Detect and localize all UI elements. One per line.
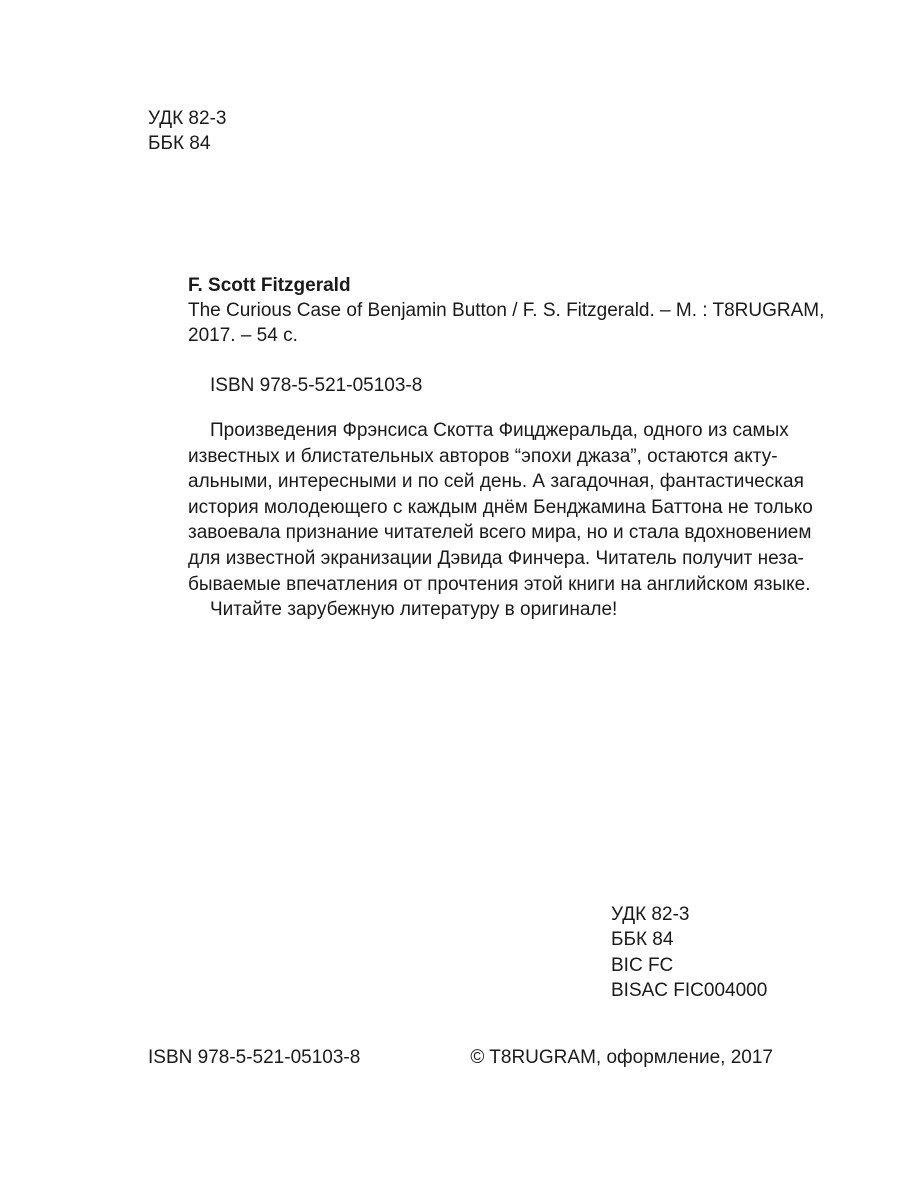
annotation-line: завоевала признание читателей всего мира, но и стала вдохновением [188, 522, 812, 544]
annotation-line: альными, интересными и по сей день. А загадочная, фантастическая [188, 471, 804, 493]
annotation-line: история молодеющего с каждым днём Бенджамина Баттона не только [188, 496, 813, 518]
annotation-closing-line: Читайте зарубежную литературу в оригинале! [210, 599, 618, 621]
bottom-bic: BIC FC [611, 954, 674, 976]
bottom-bbk: ББК 84 [611, 929, 674, 951]
title-line-1: The Curious Case of Benjamin Button / F. S. Fitzgerald. – M. : T8RUGRAM, [188, 300, 825, 321]
annotation-line: бываемые впечатления от прочтения этой книги на английском языке. [188, 573, 811, 595]
top-udk: УДК 82-3 [148, 108, 227, 129]
author-heading: F. Scott Fitzgerald [188, 275, 351, 296]
title-line-2: 2017. – 54 с. [188, 325, 298, 346]
footer-copyright: © T8RUGRAM, оформление, 2017 [470, 1047, 773, 1068]
bottom-classification [611, 902, 767, 1003]
annotation-paragraph [188, 418, 813, 623]
bottom-udk: УДК 82-3 [611, 904, 690, 925]
footer-isbn: ISBN 978-5-521-05103-8 [148, 1047, 361, 1068]
top-bbk: ББК 84 [148, 133, 211, 154]
bottom-bisac: BISAC FIC004000 [611, 979, 768, 1001]
record-isbn: ISBN 978-5-521-05103-8 [210, 375, 423, 396]
annotation-line: Произведения Фрэнсиса Скотта Фицджеральда, одного из самых [210, 420, 789, 441]
annotation-line: известных и блистательных авторов “эпохи джаза”, остаются акту- [188, 445, 778, 467]
annotation-line: для известной экранизации Дэвида Финчера. Читатель получит неза- [188, 547, 804, 569]
